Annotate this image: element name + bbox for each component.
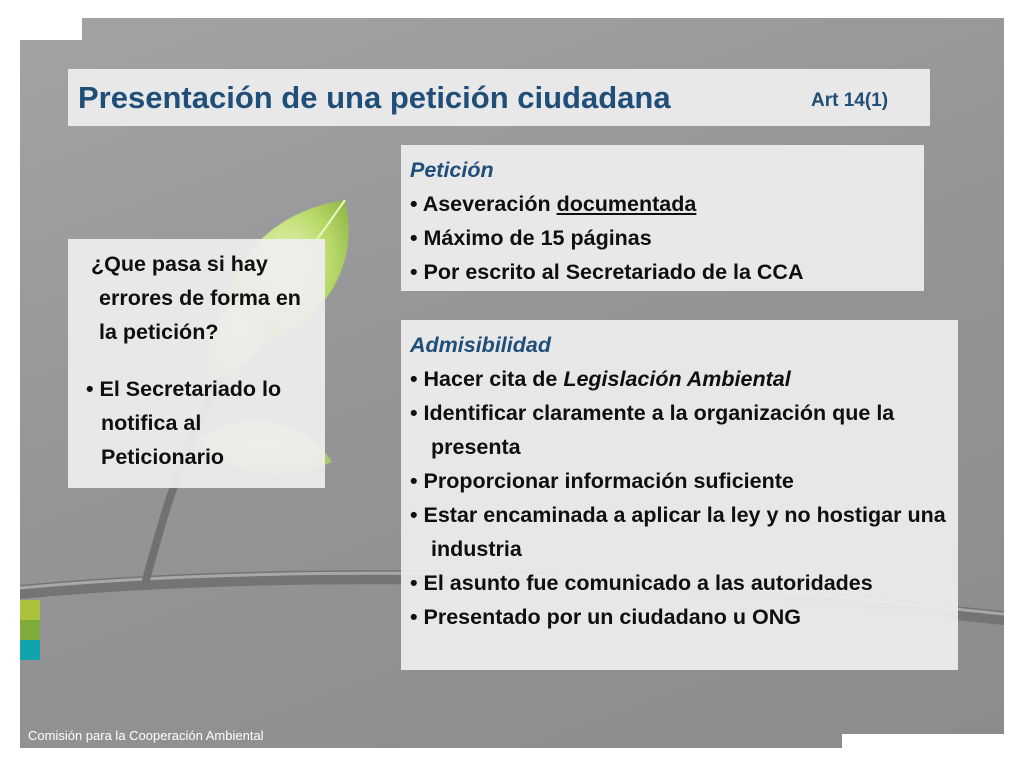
errores-answer: • El Secretariado lo notifica al Peticionario: [86, 377, 282, 469]
admisibilidad-item-ley: • Estar encaminada a aplicar la ley y no hostigar una industria: [410, 503, 946, 561]
errores-box: [68, 239, 325, 488]
peticion-item-documentada: documentada: [556, 192, 697, 216]
footer-organization: Comisión para la Cooperación Ambiental: [28, 728, 264, 743]
accent-square-teal: [20, 640, 40, 660]
admisibilidad-item-presentado: • Presentado por un ciudadano u ONG: [410, 605, 801, 629]
peticion-box: [401, 145, 924, 291]
admisibilidad-box: [401, 320, 958, 670]
title-box: [68, 69, 930, 126]
accent-square-green: [20, 620, 40, 640]
slide-corner-notch-bottom: [842, 734, 1004, 748]
peticion-item-escrito: • Por escrito al Secretariado de la CCA: [410, 260, 804, 284]
peticion-heading: Petición: [410, 158, 494, 182]
admisibilidad-heading: Admisibilidad: [410, 333, 551, 357]
admisibilidad-item-identificar: • Identificar claramente a la organización que la presenta: [410, 401, 895, 459]
page-title: Presentación de una petición ciudadana: [78, 80, 671, 115]
admisibilidad-item-informacion: • Proporcionar información suficiente: [410, 469, 794, 493]
admisibilidad-item-autoridades: • El asunto fue comunicado a las autoridades: [410, 571, 873, 595]
accent-square-light-green: [20, 600, 40, 620]
errores-question: ¿Que pasa si hay errores de forma en la petición?: [91, 252, 301, 344]
peticion-item-paginas: • Máximo de 15 páginas: [410, 226, 652, 250]
slide: [20, 18, 1004, 748]
peticion-item-aseveracion-text: • Aseveración: [410, 192, 557, 216]
peticion-item-aseveracion: [410, 187, 920, 221]
admisibilidad-item-cita-text: • Hacer cita de: [410, 367, 564, 391]
admisibilidad-item-cita: [410, 362, 954, 396]
article-reference: Art 14(1): [811, 90, 889, 111]
admisibilidad-item-legislacion: Legislación Ambiental: [563, 367, 791, 391]
